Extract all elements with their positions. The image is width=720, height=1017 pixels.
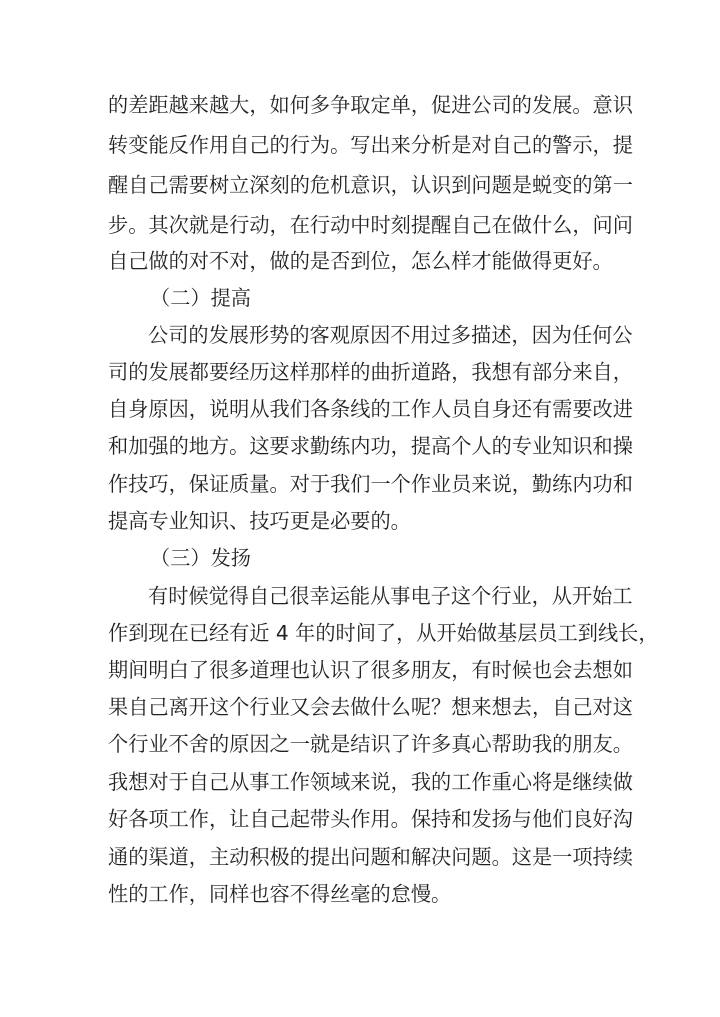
- paragraph-line: 好各项工作，让自己起带头作用。保持和发扬与他们良好沟: [108, 807, 633, 831]
- paragraph-line: 自身原因，说明从我们各条线的工作人员自身还有需要改进: [108, 397, 633, 421]
- paragraph-line: 转变能反作用自己的行为。写出来分析是对自己的警示，提: [108, 133, 633, 157]
- paragraph-line: 自己做的对不对，做的是否到位，怎么样才能做得更好。: [108, 249, 613, 273]
- paragraph-line: 作技巧，保证质量。对于我们一个作业员来说，勤练内功和: [108, 472, 633, 496]
- paragraph-line: 我想对于自己从事工作领域来说，我的工作重心将是继续做: [108, 770, 633, 794]
- paragraph-line: 性的工作，同样也容不得丝毫的怠慢。: [108, 882, 452, 906]
- paragraph-line: 的差距越来越大，如何多争取定单，促进公司的发展。意识: [108, 93, 633, 117]
- paragraph-line: 通的渠道，主动积极的提出问题和解决问题。这是一项持续: [108, 845, 633, 869]
- section-heading-3: （三）发扬: [150, 546, 251, 570]
- paragraph-line: 有时候觉得自己很幸运能从事电子这个行业，从开始工: [148, 584, 633, 608]
- paragraph-line: 个行业不舍的原因之一就是结识了许多真心帮助我的朋友。: [108, 732, 633, 756]
- paragraph-line: 醒自己需要树立深刻的危机意识，认识到问题是蜕变的第一: [108, 173, 633, 197]
- paragraph-line: 期间明白了很多道理也认识了很多朋友，有时候也会去想如: [108, 658, 633, 682]
- paragraph-line: 和加强的地方。这要求勤练内功，提高个人的专业知识和操: [108, 434, 633, 458]
- paragraph-line: 步。其次就是行动，在行动中时刻提醒自己在做什么，问问: [108, 213, 633, 237]
- section-heading-2: （二）提高: [150, 286, 251, 310]
- paragraph-line: 提高专业知识、技巧更是必要的。: [108, 509, 411, 533]
- paragraph-line: 司的发展都要经历这样那样的曲折道路，我想有部分来自，: [108, 360, 633, 384]
- paragraph-line: 作到现在已经有近 4 年的时间了，从开始做基层员工到线长，: [108, 621, 659, 645]
- paragraph-line: 公司的发展形势的客观原因不用过多描述，因为任何公: [148, 323, 633, 347]
- paragraph-line: 果自己离开这个行业又会去做什么呢？想来想去，自己对这: [108, 695, 633, 719]
